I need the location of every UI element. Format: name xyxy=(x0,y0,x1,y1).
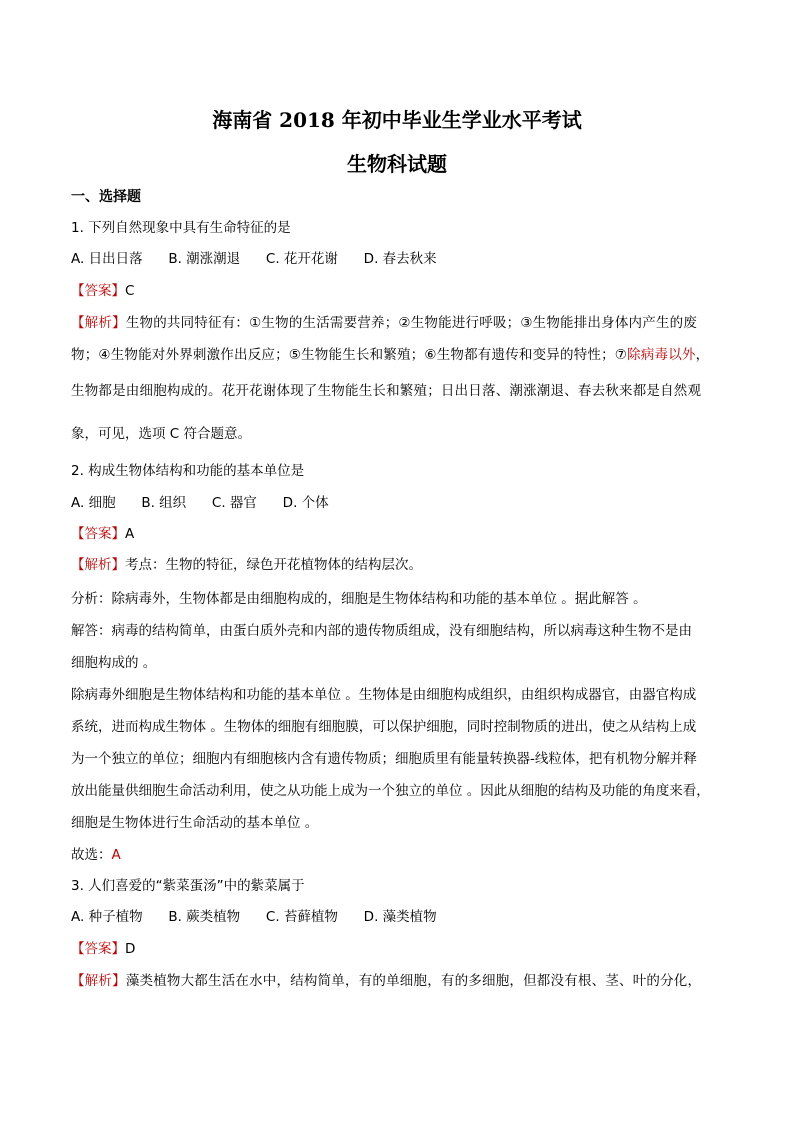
answer-tag: 【答案】 xyxy=(71,941,125,957)
page-subtitle: 生物科试题 xyxy=(347,152,447,176)
question-2-explanation-line-9: 细胞是生物体进行生命活动的基本单位 。 xyxy=(71,815,319,831)
question-1-explanation-line-4: 象，可见，选项 C 符合题意。 xyxy=(71,426,252,442)
question-2-options: A. 细胞 B. 组织 C. 器官 D. 个体 xyxy=(71,495,329,511)
selection-tag: 故选： xyxy=(71,847,112,863)
explanation-text: 考点：生物的特征，绿色开花植物体的结构层次。 xyxy=(125,557,422,573)
question-3-answer xyxy=(71,940,135,958)
page-title: 海南省 2018 年初中毕业生学业水平考试 xyxy=(212,108,582,132)
question-1-explanation-line-3: 生物都是由细胞构成的。花开花谢体现了生物能生长和繁殖；日出日落、潮涨潮退、春去秋来都是自然观 xyxy=(71,383,702,399)
explanation-tag: 【解析】 xyxy=(71,973,126,989)
question-1-answer xyxy=(71,282,134,300)
question-2: 2. 构成生物体结构和功能的基本单位是 xyxy=(71,463,305,479)
question-1-explanation-line-1 xyxy=(71,314,697,332)
explanation-tag: 【解析】 xyxy=(71,557,125,573)
question-2-explanation-line-4: 细胞构成的 。 xyxy=(71,655,157,671)
section-heading: 一、选择题 xyxy=(71,189,141,205)
question-2-explanation-line-5: 除病毒外细胞是生物体结构和功能的基本单位 。生物体是由细胞构成组织，由组织构成器官，由器官构成 xyxy=(71,687,697,703)
question-2-answer xyxy=(71,525,134,543)
explanation-text: 生物的共同特征有：①生物的生活需要营养；②生物能进行呼吸；③生物能排出身体内产生的废 xyxy=(125,315,698,331)
answer-tag: 【答案】 xyxy=(71,526,125,542)
question-1-explanation-line-2 xyxy=(71,346,709,364)
question-3-options: A. 种子植物 B. 蕨类植物 C. 苔藓植物 D. 藻类植物 xyxy=(71,909,437,925)
question-1-options: A. 日出日落 B. 潮涨潮退 C. 花开花谢 D. 春去秋来 xyxy=(71,251,437,267)
question-1: 1. 下列自然现象中具有生命特征的是 xyxy=(71,220,291,236)
question-2-explanation-line-8: 放出能量供细胞生命活动利用，使之从功能上成为一个独立的单位 。因此从细胞的结构及功能的角度来看， xyxy=(71,783,710,799)
explanation-text: 物；④生物能对外界刺激作出反应；⑤生物能生长和繁殖；⑥生物都有遗传和变异的特性；⑦ xyxy=(71,347,628,363)
answer-value: A xyxy=(125,526,135,542)
question-3-explanation-line-1 xyxy=(71,972,701,990)
question-2-explanation-line-2: 分析：除病毒外，生物体都是由细胞构成的，细胞是生物体结构和功能的基本单位 。据此解答 。 xyxy=(71,591,647,607)
question-2-selection xyxy=(71,846,121,864)
question-3: 3. 人们喜爱的“紫菜蛋汤”中的紫菜属于 xyxy=(71,878,305,894)
answer-value: D xyxy=(125,941,136,957)
question-2-explanation-line-7: 为一个独立的单位；细胞内有细胞核内含有遗传物质；细胞质里有能量转换器-线粒体，把有机物分解并释 xyxy=(71,751,697,767)
explanation-text: ， xyxy=(695,347,710,363)
explanation-highlight: 除病毒以外 xyxy=(627,347,696,363)
question-2-explanation-line-3: 解答：病毒的结构简单，由蛋白质外壳和内部的遗传物质组成，没有细胞结构，所以病毒这种生物不是由 xyxy=(71,623,692,639)
explanation-text: 藻类植物大都生活在水中，结构简单，有的单细胞，有的多细胞，但都没有根、茎、叶的分化， xyxy=(125,973,702,989)
question-2-explanation-line-1 xyxy=(71,556,422,574)
question-2-explanation-line-6: 系统，进而构成生物体 。生物体的细胞有细胞膜，可以保护细胞，同时控制物质的进出，使之从结构上成 xyxy=(71,719,697,735)
answer-tag: 【答案】 xyxy=(71,283,125,299)
explanation-tag: 【解析】 xyxy=(71,315,126,331)
selection-value: A xyxy=(111,847,121,863)
answer-value: C xyxy=(125,283,135,299)
